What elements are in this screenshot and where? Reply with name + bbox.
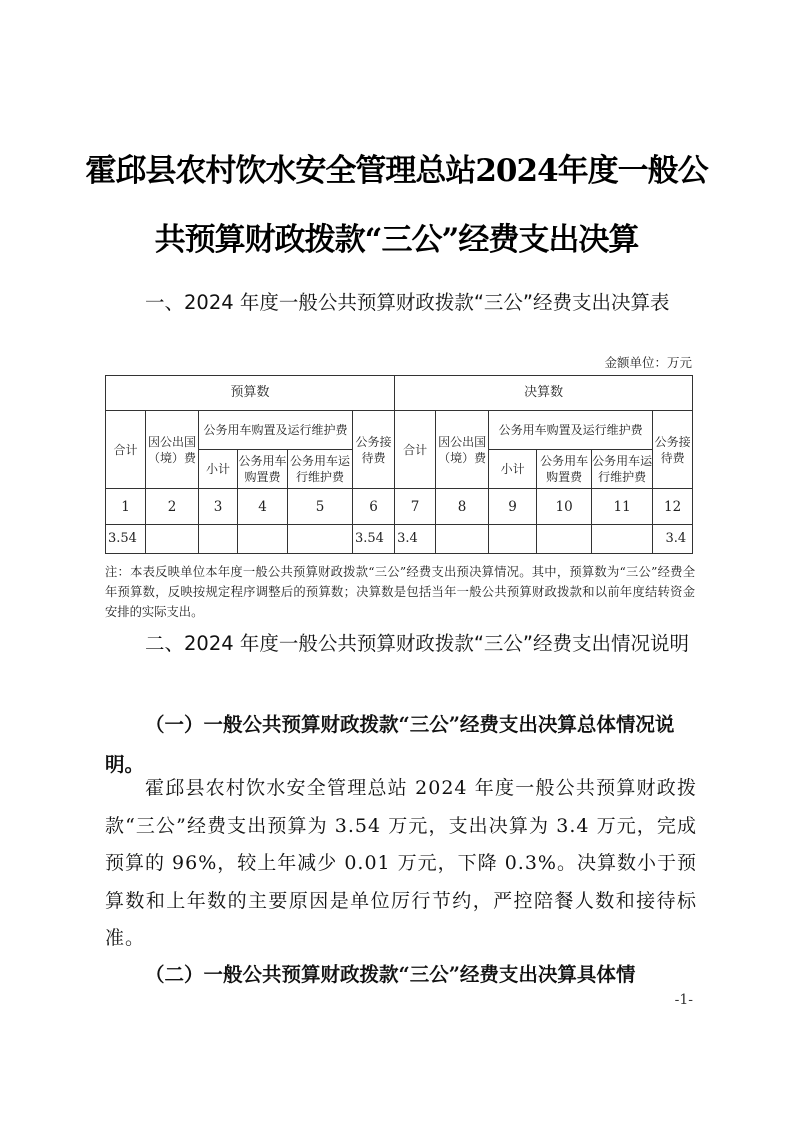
budget-vehicle-purchase-header: 公务用车购置费	[238, 450, 288, 489]
table-index-row	[106, 489, 693, 525]
value-cell	[199, 525, 238, 554]
final-total-header: 合计	[395, 411, 436, 489]
value-cell	[288, 525, 353, 554]
index-cell: 6	[353, 489, 395, 525]
document-title-line-1: 霍邱县农村饮水安全管理总站2024年度一般公	[85, 153, 708, 189]
index-cell: 5	[288, 489, 353, 525]
budget-subtotal-header: 小计	[199, 450, 238, 489]
subsection-1-body: 霍邱县农村饮水安全管理总站 2024 年度一般公共预算财政拨款“三公”经费支出预算为 3.54 万元，支出决算为 3.4 万元，完成预算的 96%，较上年减少 0.01 万元，下降 0.3%。决算数小于预算数和上年数的主要原因是单位厉行节约，严控陪餐人数和接待标准。	[105, 777, 697, 949]
table-value-row	[106, 525, 693, 554]
page-number: -1-	[674, 992, 693, 1008]
budget-total-header: 合计	[106, 411, 146, 489]
final-reception-header: 公务接待费	[653, 411, 693, 489]
value-cell	[537, 525, 592, 554]
final-subtotal-header: 小计	[489, 450, 537, 489]
value-cell: 3.54	[106, 525, 146, 554]
index-cell: 4	[238, 489, 288, 525]
unit-label: 金额单位：万元	[604, 355, 692, 370]
budget-vehicle-group-header: 公务用车购置及运行维护费	[199, 411, 353, 450]
value-cell	[436, 525, 489, 554]
value-cell	[146, 525, 199, 554]
index-cell: 11	[592, 489, 653, 525]
section-1-heading: 一、2024 年度一般公共预算财政拨款“三公”经费支出决算表	[145, 291, 670, 314]
index-cell: 8	[436, 489, 489, 525]
section-2-heading: 二、2024 年度一般公共预算财政拨款“三公”经费支出情况说明	[145, 632, 690, 655]
document-title-line-2: 共预算财政拨款“三公”经费支出决算	[154, 222, 639, 258]
index-cell: 1	[106, 489, 146, 525]
subsection-1-heading: （一）一般公共预算财政拨款“三公”经费支出决算总体情况说明。	[105, 713, 675, 776]
index-cell: 3	[199, 489, 238, 525]
final-group-header: 决算数	[395, 376, 693, 411]
index-cell: 2	[146, 489, 199, 525]
index-cell: 10	[537, 489, 592, 525]
budget-reception-header: 公务接待费	[353, 411, 395, 489]
budget-group-header: 预算数	[106, 376, 395, 411]
index-cell: 12	[653, 489, 693, 525]
budget-abroad-header: 因公出国（境）费	[146, 411, 199, 489]
value-cell	[238, 525, 288, 554]
budget-vehicle-operation-header: 公务用车运行维护费	[288, 450, 353, 489]
value-cell: 3.4	[395, 525, 436, 554]
table-note: 注：本表反映单位本年度一般公共预算财政拨款“三公”经费支出预决算情况。其中，预算数为“三公”经费全年预算数，反映按规定程序调整后的预算数；决算数是包括当年一般公共预算财政拨款和以前年度结转资金安排的实际支出。	[105, 565, 695, 619]
final-vehicle-operation-header: 公务用车运行维护费	[592, 450, 653, 489]
index-cell: 9	[489, 489, 537, 525]
three-public-expenses-table	[105, 375, 693, 554]
value-cell: 3.54	[353, 525, 395, 554]
value-cell: 3.4	[653, 525, 693, 554]
subsection-2-heading: （二）一般公共预算财政拨款“三公”经费支出决算具体情	[145, 963, 636, 986]
value-cell	[592, 525, 653, 554]
final-abroad-header: 因公出国（境）费	[436, 411, 489, 489]
value-cell	[489, 525, 537, 554]
final-vehicle-purchase-header: 公务用车购置费	[537, 450, 592, 489]
index-cell: 7	[395, 489, 436, 525]
final-vehicle-group-header: 公务用车购置及运行维护费	[489, 411, 653, 450]
